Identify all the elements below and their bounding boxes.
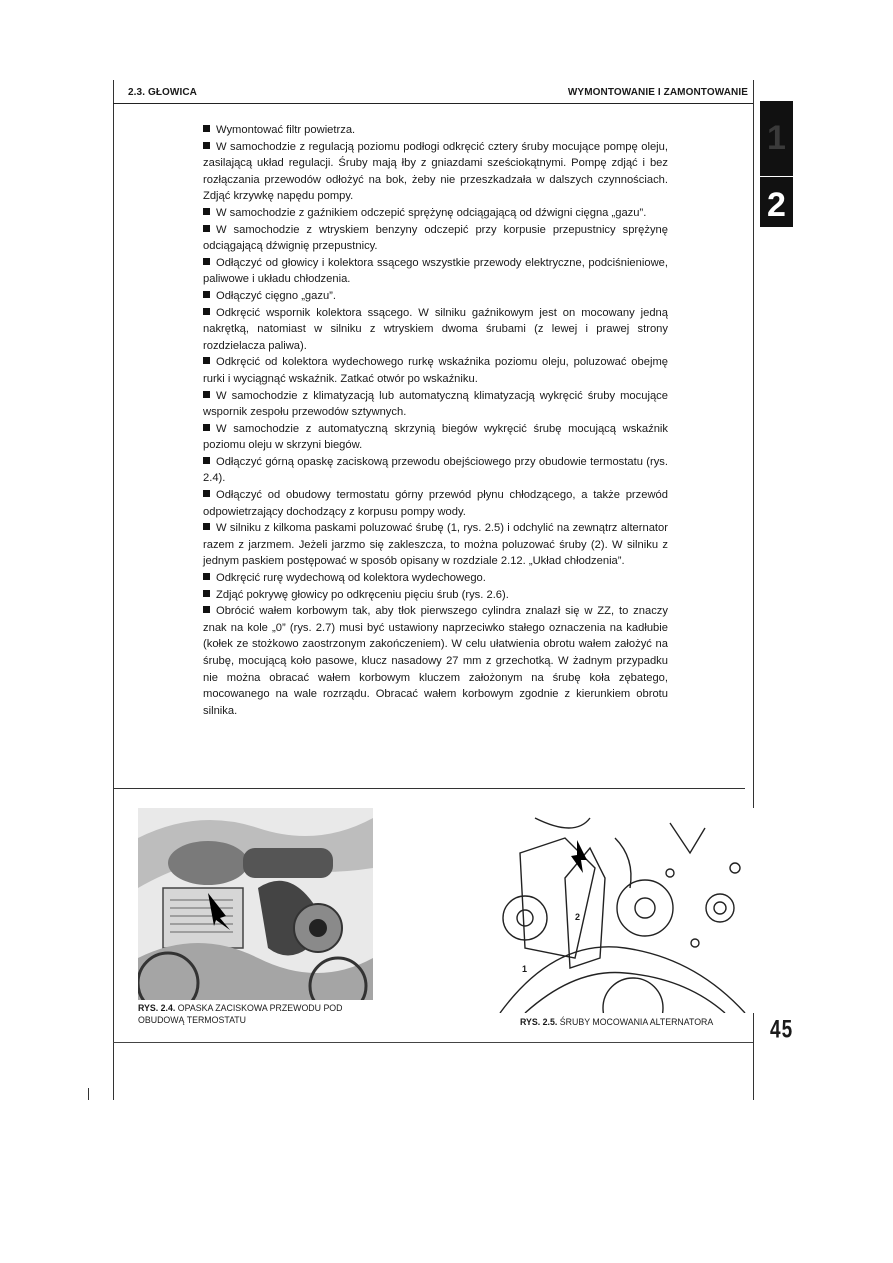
engine-photo-illustration (138, 808, 373, 1000)
paragraph: Odkręcić wspornik kolektora ssącego. W silniku gaźnikowym jest on mocowany jedną nakrętką, natomiast w silniku z wtryskiem dwoma śrubami (z lewej i prawej strony rozdzielacza paliwa). (203, 306, 668, 352)
running-header-chapter: WYMONTOWANIE I ZAMONTOWANIE (567, 87, 748, 98)
paragraph: W samochodzie z wtryskiem benzyny odczepić przy korpusie przepustnicy sprężynę odciągającą dźwignię przepustnicy. (203, 223, 668, 253)
bullet-icon (203, 424, 210, 431)
running-header-section: 2.3. GŁOWICA (128, 87, 197, 98)
frame-left-rule (113, 80, 114, 1100)
paragraph: Odłączyć górną opaskę zaciskową przewodu obejściowego przy obudowie termostatu (rys. 2.4). (203, 455, 668, 485)
chapter-tab-2: 2 (760, 177, 793, 227)
paragraph: W samochodzie z automatyczną skrzynią biegów wykręcić śrubę mocującą wskaźnik poziomu oleju w skrzyni biegów. (203, 422, 668, 452)
bullet-icon (203, 225, 210, 232)
paragraph: Odłączyć cięgno „gazu”. (203, 288, 668, 305)
figure-2-4-caption (138, 1002, 388, 1026)
bullet-icon (203, 291, 210, 298)
paragraph: Odkręcić rurę wydechową od kolektora wydechowego. (203, 570, 668, 587)
alternator-line-drawing (495, 808, 755, 1013)
figure-caption-text: ŚRUBY MOCOWANIA ALTERNATORA (559, 1017, 714, 1027)
bullet-icon (203, 308, 210, 315)
figure-number: RYS. 2.4. (138, 1003, 176, 1013)
paragraph: Zdjąć pokrywę głowicy po odkręceniu pięciu śrub (rys. 2.6). (203, 587, 668, 604)
figure-2-5-caption (520, 1016, 760, 1028)
chapter-tab-1: 1 (760, 101, 793, 176)
bullet-icon (203, 258, 210, 265)
paragraph: W silniku z kilkoma paskami poluzować śrubę (1, rys. 2.5) i odchylić na zewnątrz alternator razem z jarzmem. Jeżeli jarzmo się zakleszcza, to można poluzować śruby (2). W silniku z jednym paskiem postępować w sposób opisany w rozdziale 2.12. „Układ chłodzenia”. (203, 522, 668, 568)
paragraph: Odłączyć od głowicy i kolektora ssącego wszystkie przewody elektryczne, podciśnieniowe, paliwowe i układu chłodzenia. (203, 256, 668, 286)
body-text (203, 122, 668, 719)
figure-caption-text: OPASKA ZACISKOWA PRZEWODU POD OBUDOWĄ TERMOSTATU (138, 1003, 343, 1025)
bullet-icon (203, 490, 210, 497)
paragraph: Obrócić wałem korbowym tak, aby tłok pierwszego cylindra znalazł się w ZZ, to znaczy znak na kole „0” (rys. 2.7) musi być ustawiony naprzeciwko stałego oznaczenia na kadłubie (kołek ze stożkowo zaostrzonym zakończeniem). W celu ułatwienia obrotu wałem założyć na śrubę, mocującą koło pasowe, klucz nasadowy 27 mm z grzechotką. W żadnym przypadku nie można obracać wałem korbowym kluczem założonym na śrubę koła zębatego, mocowanego na wale rozrządu. Obracać wałem korbowym zgodnie z kierunkiem obrotu silnika. (203, 605, 668, 717)
figure-2-4-engine-photo (138, 808, 373, 1000)
footer-rule (113, 1042, 753, 1043)
figures-divider (113, 788, 745, 789)
paragraph: Odłączyć od obudowy termostatu górny przewód płynu chłodzącego, a także przewód odpowietrzający dochodzący z korpusu pompy wody. (203, 489, 668, 518)
bullet-icon (203, 391, 210, 398)
paragraph: Odkręcić od kolektora wydechowego rurkę wskaźnika poziomu oleju, poluzować obejmę rurki i wyciągnąć wskaźnik. Zatkać otwór po wskaźniku. (203, 356, 668, 385)
bullet-icon (203, 208, 210, 215)
callout-label-1: 1 (522, 964, 528, 974)
figure-2-5-alternator-drawing (495, 808, 755, 1013)
page-number: 45 (770, 1016, 794, 1044)
margin-mark (88, 1088, 89, 1100)
bullet-icon (203, 142, 210, 149)
callout-label-2: 2 (575, 912, 581, 922)
bullet-icon (203, 125, 210, 132)
bullet-icon (203, 606, 210, 613)
bullet-icon (203, 573, 210, 580)
bullet-icon (203, 523, 210, 530)
paragraph: Wymontować filtr powietrza. (203, 122, 668, 139)
header-rule (113, 103, 753, 104)
bullet-icon (203, 457, 210, 464)
figure-number: RYS. 2.5. (520, 1017, 558, 1027)
paragraph: W samochodzie z regulacją poziomu podłogi odkręcić cztery śruby mocujące pompę oleju, zasilającą układ regulacji. Śruby mają łby z gniazdami sześciokątnymi. Pompę zdjąć i bez rozłączania przewodów odłożyć na bok, żeby nie przeszkadzała w dalszych czynnościach. Zdjąć krzywkę napędu pompy. (203, 140, 668, 203)
bullet-icon (203, 357, 210, 364)
bullet-icon (203, 590, 210, 597)
paragraph: W samochodzie z klimatyzacją lub automatyczną klimatyzacją wykręcić śruby mocujące wspornik zespołu przewodów sztywnych. (203, 389, 668, 419)
paragraph: W samochodzie z gaźnikiem odczepić sprężynę odciągającą od dźwigni cięgna „gazu”. (203, 205, 668, 222)
